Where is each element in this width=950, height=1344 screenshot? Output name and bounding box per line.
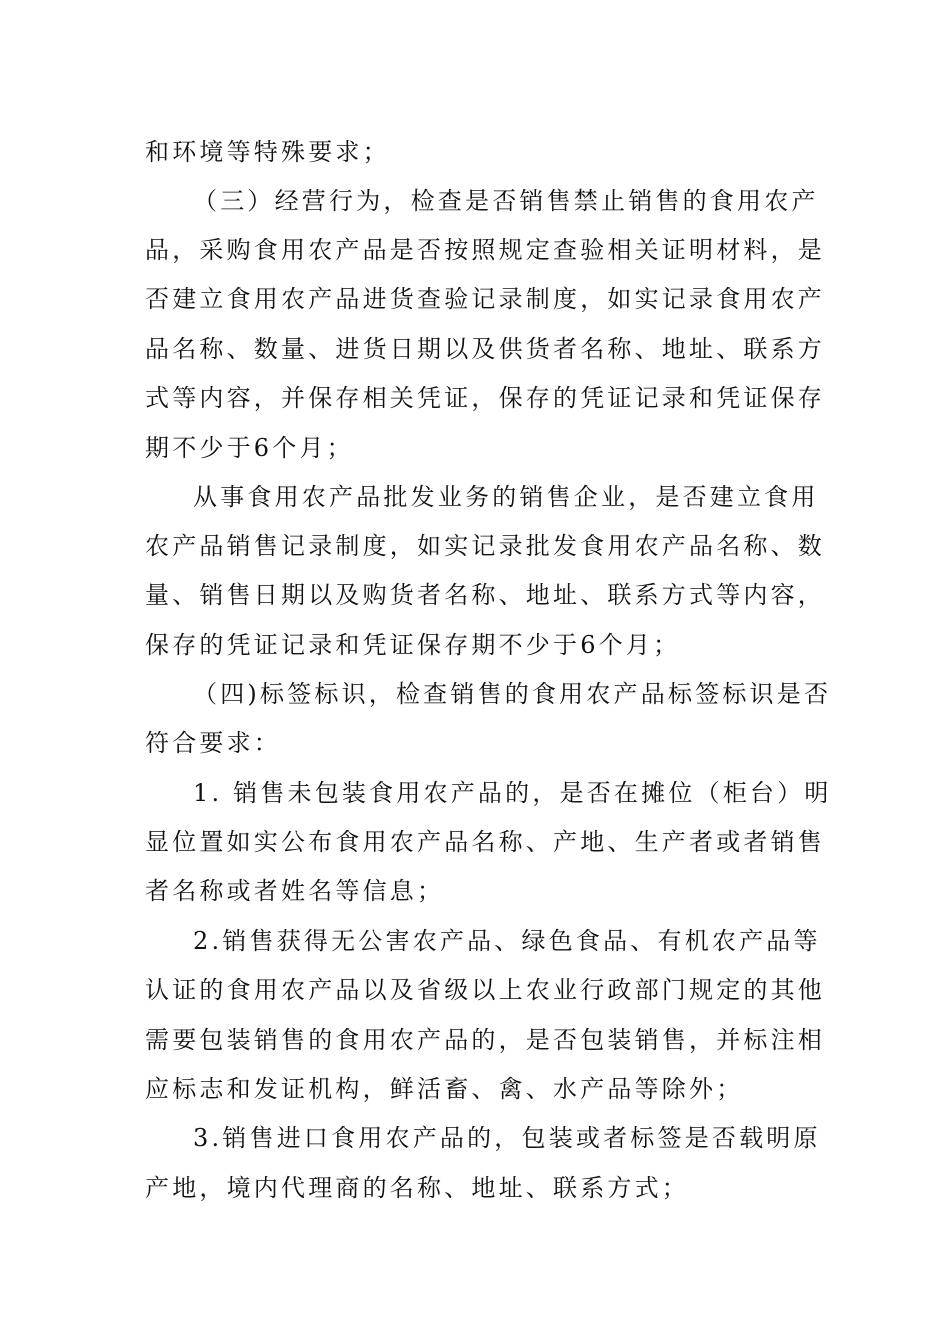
text-line: 品名称、数量、进货日期以及供货者名称、地址、联系方 — [145, 335, 825, 363]
list-item-1: 1. 销售未包装食用农产品的，是否在摊位（柜台）明 — [193, 779, 832, 807]
text-line: 产地，境内代理商的名称、地址、联系方式； — [145, 1174, 689, 1202]
list-item-2: 2.销售获得无公害农产品、绿色食品、有机农产品等 — [193, 927, 821, 955]
list-item-3: 3.销售进口食用农产品的，包装或者标签是否载明原 — [193, 1124, 821, 1152]
text-line: 农产品销售记录制度，如实记录批发食用农产品名称、数 — [145, 532, 825, 560]
text-line: 期不少于6个月； — [145, 434, 354, 462]
section-heading-3: （三）经营行为，检查是否销售禁止销售的食用农产 — [193, 187, 819, 215]
text-line: 式等内容，并保存相关凭证，保存的凭证记录和凭证保存 — [145, 384, 825, 412]
text-line: 符合要求： — [145, 729, 281, 757]
text-line: 应标志和发证机构，鲜活畜、禽、水产品等除外； — [145, 1075, 744, 1103]
text-line: 者名称或者姓名等信息； — [145, 877, 445, 905]
section-heading-4: （四)标签标识，检查销售的食用农产品标签标识是否 — [193, 680, 832, 708]
text-line: 量、销售日期以及购货者名称、地址、联系方式等内容， — [145, 581, 825, 609]
text-line: 认证的食用农产品以及省级以上农业行政部门规定的其他 — [145, 976, 825, 1004]
text-line: 需要包装销售的食用农产品的，是否包装销售，并标注相 — [145, 1026, 825, 1054]
text-line: 品，采购食用农产品是否按照规定查验相关证明材料，是 — [145, 236, 825, 264]
text-line: 和环境等特殊要求； — [145, 138, 390, 166]
text-line: 否建立食用农产品进货查验记录制度，如实记录食用农产 — [145, 285, 825, 313]
text-line: 保存的凭证记录和凭证保存期不少于6个月； — [145, 631, 681, 659]
text-line: 显位置如实公布食用农产品名称、产地、生产者或者销售 — [145, 828, 825, 856]
paragraph-start: 从事食用农产品批发业务的销售企业，是否建立食用 — [193, 483, 819, 511]
